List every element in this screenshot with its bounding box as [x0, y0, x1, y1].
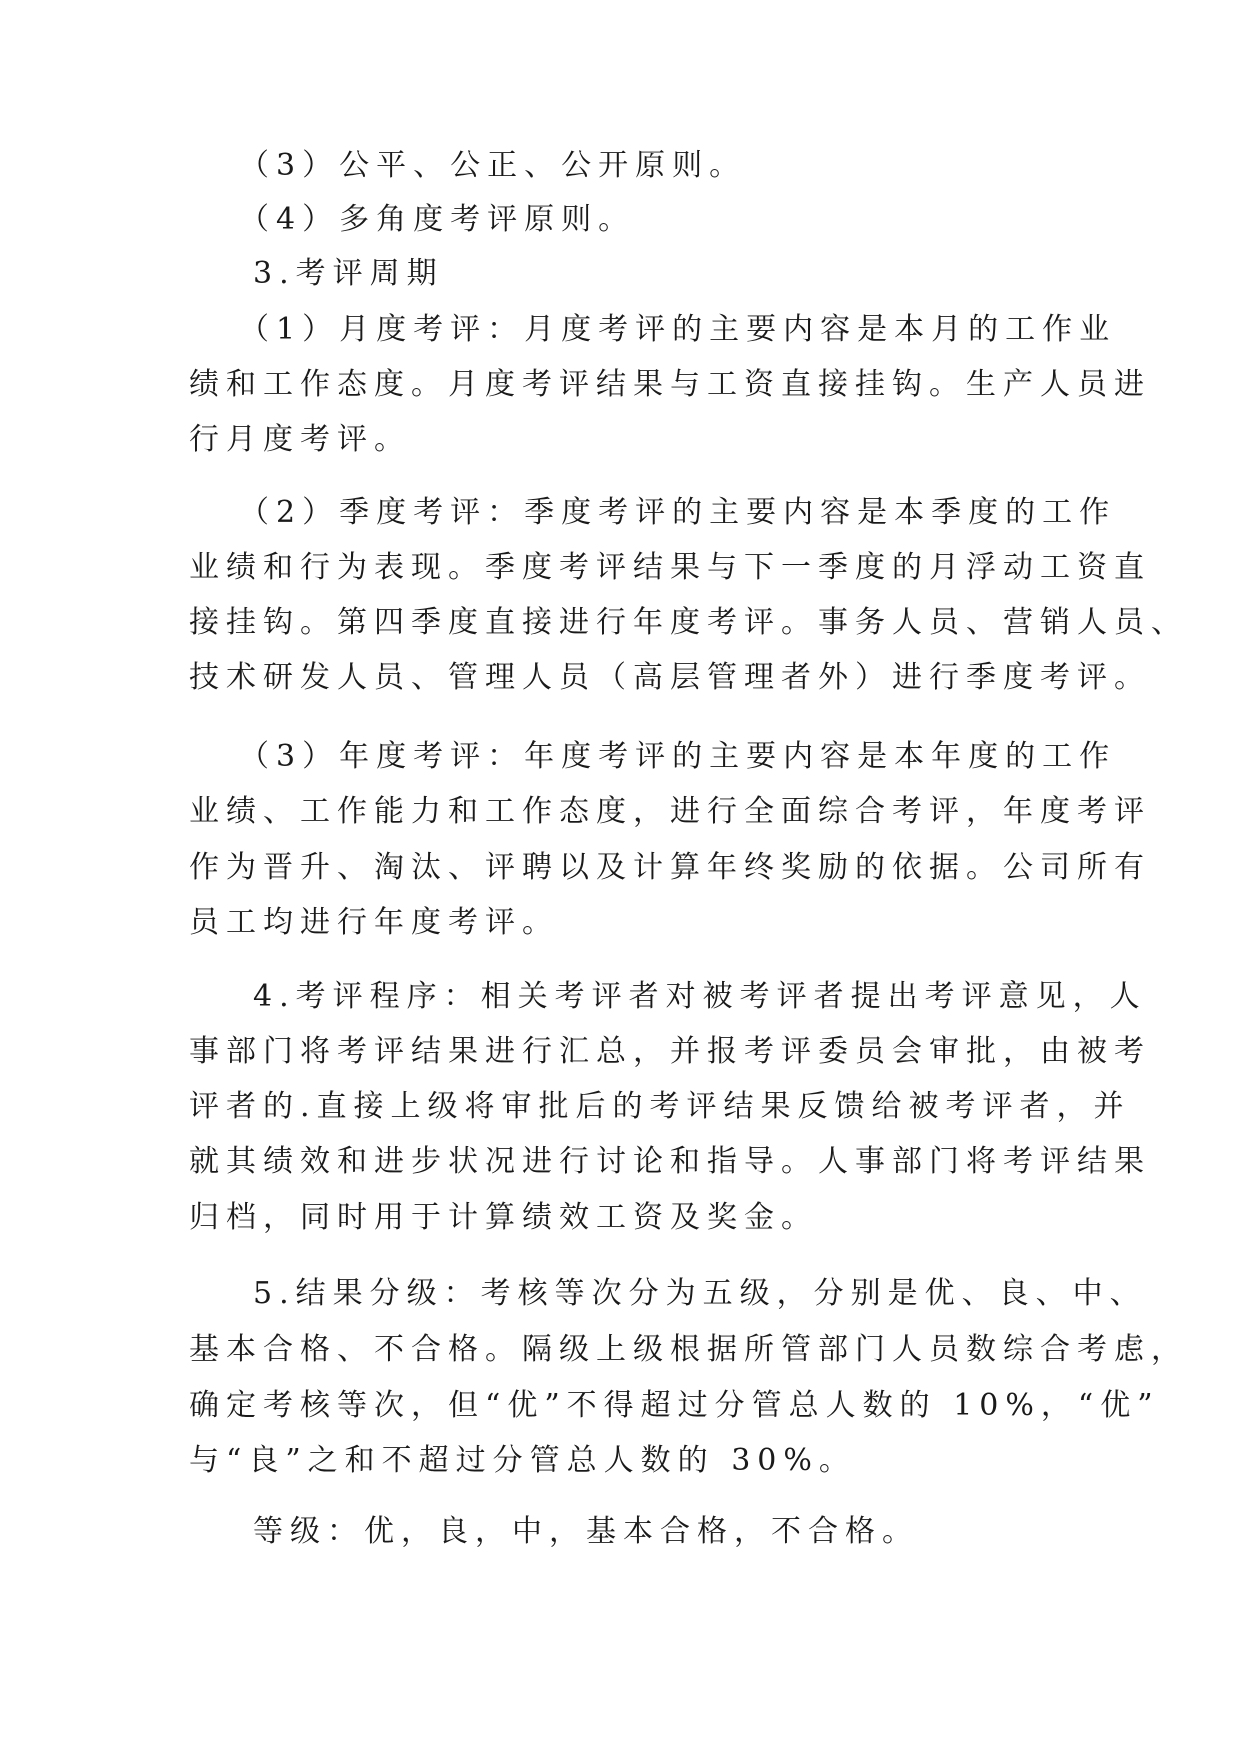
result-grading-line-1: 5.结果分级：考核等次分为五级，分别是优、良、中、 — [253, 1276, 1147, 1311]
quarterly-review-line-3: 接挂钩。第四季度直接进行年度考评。事务人员、营销人员、 — [189, 605, 1188, 640]
annual-review-line-1: （3）年度考评：年度考评的主要内容是本年度的工作 — [239, 739, 1117, 774]
result-grading-line-3: 确定考核等次，但“优”不得超过分管总人数的 10%，“优” — [189, 1388, 1160, 1423]
principle-3-line: （3）公平、公正、公开原则。 — [239, 148, 747, 183]
result-grading-line-2: 基本合格、不合格。隔级上级根据所管部门人员数综合考虑， — [189, 1332, 1188, 1367]
review-procedure-line-3: 评者的.直接上级将审批后的考评结果反馈给被考评者，并 — [189, 1089, 1131, 1124]
annual-review-line-2: 业绩、工作能力和工作态度，进行全面综合考评，年度考评 — [189, 794, 1151, 829]
review-procedure-line-5: 归档，同时用于计算绩效工资及奖金。 — [189, 1200, 818, 1235]
quarterly-review-line-4: 技术研发人员、管理人员（高层管理者外）进行季度考评。 — [189, 660, 1151, 695]
quarterly-review-line-1: （2）季度考评：季度考评的主要内容是本季度的工作 — [239, 495, 1117, 530]
result-grading-line-4: 与“良”之和不超过分管总人数的 30%。 — [189, 1443, 856, 1478]
principle-4-line: （4）多角度考评原则。 — [239, 202, 636, 237]
monthly-review-line-1: （1）月度考评：月度考评的主要内容是本月的工作业 — [239, 312, 1117, 347]
monthly-review-line-2: 绩和工作态度。月度考评结果与工资直接挂钩。生产人员进 — [189, 367, 1151, 402]
annual-review-line-3: 作为晋升、淘汰、评聘以及计算年终奖励的依据。公司所有 — [189, 850, 1151, 885]
review-procedure-line-1: 4.考评程序：相关考评者对被考评者提出考评意见，人 — [253, 979, 1147, 1014]
review-procedure-line-4: 就其绩效和进步状况进行讨论和指导。人事部门将考评结果 — [189, 1144, 1151, 1179]
quarterly-review-line-2: 业绩和行为表现。季度考评结果与下一季度的月浮动工资直 — [189, 550, 1151, 585]
review-procedure-line-2: 事部门将考评结果进行汇总，并报考评委员会审批，由被考 — [189, 1034, 1151, 1069]
annual-review-line-4: 员工均进行年度考评。 — [189, 905, 559, 940]
section-heading-review-cycle: 3.考评周期 — [253, 256, 444, 291]
monthly-review-line-3: 行月度考评。 — [189, 422, 411, 457]
grade-levels-line: 等级：优，良，中，基本合格，不合格。 — [253, 1514, 919, 1549]
